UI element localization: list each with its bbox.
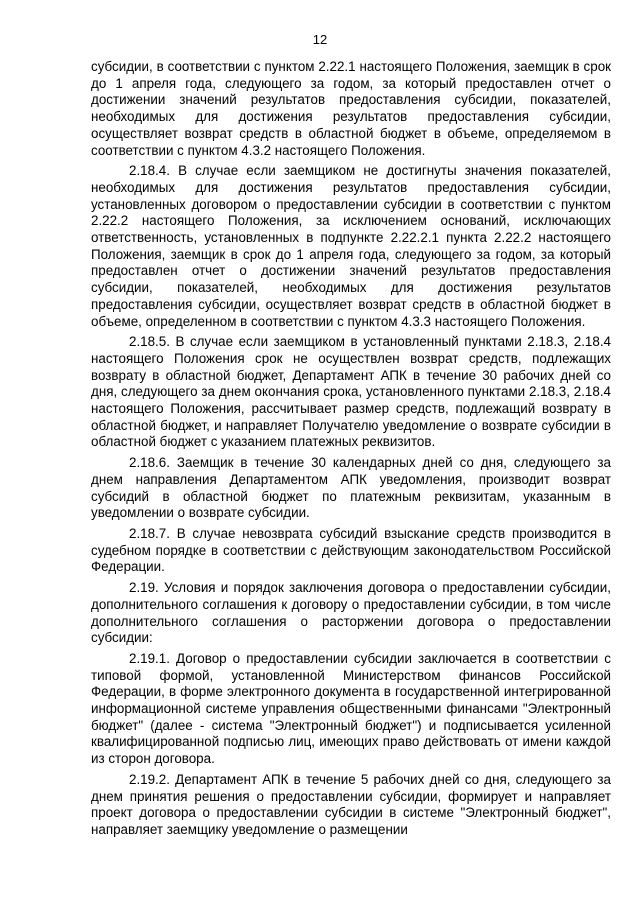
paragraph-2-18-6: 2.18.6. Заемщик в течение 30 календарных дней со дня, следующего за днем направления Департаментом АПК уведомления, производит возврат субсидий в областной бюджет по платежным реквизитам, указанным в уведомлении о возврате субсидии.	[91, 455, 611, 521]
paragraph-2-18-4: 2.18.4. В случае если заемщиком не достигнуты значения показателей, необходимых для достижения результатов предоставления субсидии, установленных договором о предоставлении субсидии в соответствии с пунктом 2.22.2 настоящего Положения, за исключением оснований, исключающих ответственность, установленных в подпункте 2.22.2.1 пункта 2.22.2 настоящего Положения, заемщик в срок до 1 апреля года, следующего за годом, за который предоставлен отчет о достижении значений результатов предоставления субсидии, показателей, необходимых для достижения результатов предоставления субсидии, осуществляет возврат средств в областной бюджет в объеме, определенном в соответствии с пунктом 4.3.3 настоящего Положения.	[91, 163, 611, 329]
paragraph-2-19-1: 2.19.1. Договор о предоставлении субсидии заключается в соответствии с типовой формой, установленной Министерством финансов Российской Федерации, в форме электронного документа в государственной интегрированной информационной системе управления общественными финансами "Электронный бюджет" (далее - система "Электронный бюджет") и подписывается усиленной квалифицированной подписью лиц, имеющих право действовать от имени каждой из сторон договора.	[91, 650, 611, 767]
paragraph-2-18-5: 2.18.5. В случае если заемщиком в установленный пунктами 2.18.3, 2.18.4 настоящего Положения срок не осуществлен возврат средств, подлежащих возврату в областной бюджет, Департамент АПК в течение 30 рабочих дней со дня, следующего за днем окончания срока, установленного пунктами 2.18.3, 2.18.4 настоящего Положения, рассчитывает размер средств, подлежащий возврату в областной бюджет, и направляет Получателю уведомление о возврате субсидии в областной бюджет с указанием платежных реквизитов.	[91, 334, 611, 450]
paragraph-2-18-7: 2.18.7. В случае невозврата субсидий взыскание средств производится в судебном порядке в соответствии с действующим законодательством Российской Федерации.	[91, 525, 611, 575]
paragraph: субсидии, в соответствии с пунктом 2.22.1 настоящего Положения, заемщик в срок до 1 апреля года, следующего за годом, за который предоставлен отчет о достижении значений результатов предоставления субсидии, показателей, необходимых для достижения результатов предоставления субсидии, осуществляет возврат средств в областной бюджет в объеме, определяемом в соответствии с пунктом 4.3.2 настоящего Положения.	[91, 59, 611, 158]
document-body	[91, 59, 611, 843]
paragraph-2-19-2: 2.19.2. Департамент АПК в течение 5 рабочих дней со дня, следующего за днем принятия решения о предоставлении субсидии, формирует и направляет проект договора о предоставлении субсидии в системе "Электронный бюджет", направляет заемщику уведомление о размещении	[91, 771, 611, 837]
paragraph-2-19: 2.19. Условия и порядок заключения договора о предоставлении субсидии, дополнительного соглашения к договору о предоставлении субсидии, в том числе дополнительного соглашения о расторжении договора о предоставлении субсидии:	[91, 580, 611, 646]
page-number: 12	[312, 32, 328, 47]
